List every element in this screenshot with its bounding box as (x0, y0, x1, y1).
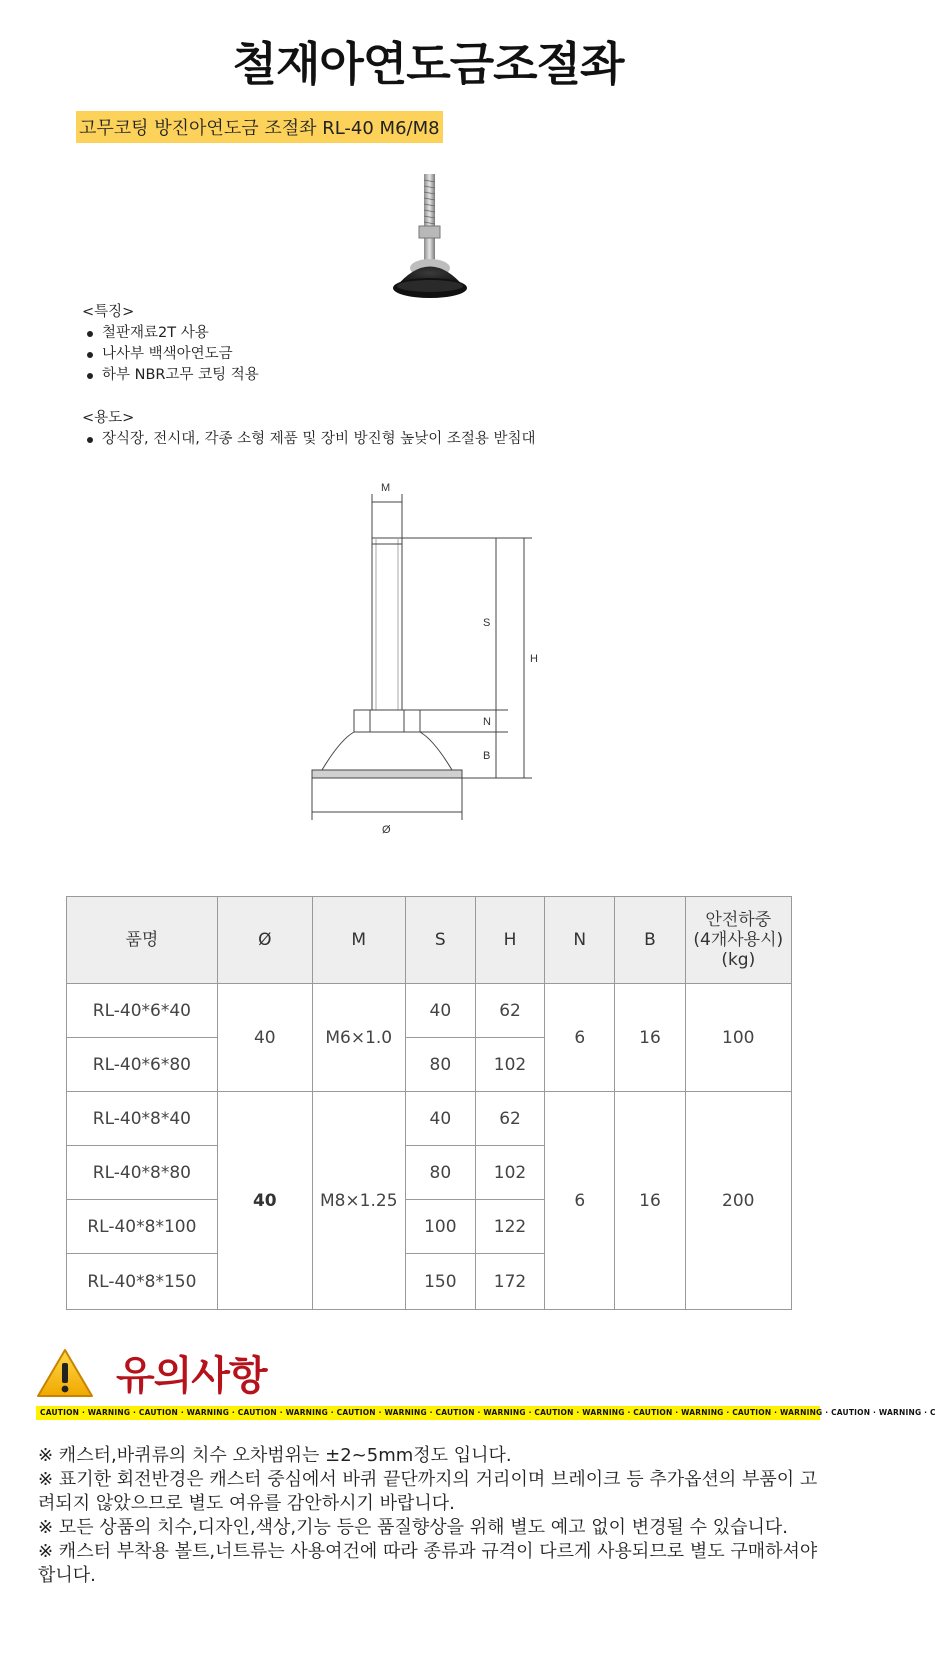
spec-table (66, 896, 792, 1310)
col-header: 안전하중 (4개사용시) (kg) (685, 897, 791, 984)
cell-h: 172 (475, 1254, 544, 1310)
col-header: M (312, 897, 405, 984)
warning-triangle-icon (36, 1347, 94, 1399)
cell-diameter: 40 (217, 1092, 312, 1310)
cell-load: 200 (685, 1092, 791, 1310)
col-header: Ø (217, 897, 312, 984)
cell-h: 62 (475, 984, 544, 1038)
cell-h: 62 (475, 1092, 544, 1146)
caution-tape (36, 1406, 936, 1420)
cell-name: RL-40*8*150 (67, 1254, 218, 1310)
dimension-drawing (310, 478, 570, 858)
cell-s: 40 (405, 1092, 475, 1146)
list-item: 장식장, 전시대, 각종 소형 제품 및 장비 방진형 높낮이 조절용 받침대 (82, 429, 536, 450)
cell-s: 80 (405, 1038, 475, 1092)
col-header: S (405, 897, 475, 984)
usage-heading: <용도> (82, 410, 135, 426)
label-b: B (483, 750, 491, 762)
cell-thread: M8×1.25 (312, 1092, 405, 1310)
cell-s: 80 (405, 1146, 475, 1200)
col-header: N (545, 897, 615, 984)
label-n: N (483, 716, 491, 728)
cell-name: RL-40*8*80 (67, 1146, 218, 1200)
cell-h: 122 (475, 1200, 544, 1254)
cell-s: 100 (405, 1200, 475, 1254)
cell-h: 102 (475, 1038, 544, 1092)
list-item: 철판재료2T 사용 (82, 323, 536, 344)
caution-tape-text: CAUTION · WARNING · CAUTION · WARNING · CAUTION · WARNING · CAUTION · WARNING · CAUTION · WARNING · CAUTION · WARNING · CAUTION · WARNING · CAUTION · WARNING · CAUTION · WARNING · C (40, 1408, 936, 1417)
usage-list (82, 429, 536, 450)
cell-b: 16 (615, 984, 685, 1092)
cell-b: 16 (615, 1092, 685, 1310)
cell-diameter: 40 (217, 984, 312, 1092)
page-title: 철재아연도금조절좌 (232, 37, 624, 91)
note-item: ※ 표기한 회전반경은 캐스터 중심에서 바퀴 끝단까지의 거리이며 브레이크 등 추가옵션의 부품이 고려되지 않았으므로 별도 여유를 감안하시기 바랍니다. (38, 1469, 818, 1514)
list-item: 나사부 백색아연도금 (82, 344, 536, 365)
features-heading: <특징> (82, 304, 135, 320)
note-item: ※ 모든 상품의 치수,디자인,색상,기능 등은 품질향상을 위해 별도 예고 없이 변경될 수 있습니다. (38, 1517, 788, 1538)
col-header: B (615, 897, 685, 984)
list-item: 하부 NBR고무 코팅 적용 (82, 365, 536, 386)
cell-thread: M6×1.0 (312, 984, 405, 1092)
table-row (67, 984, 792, 1038)
label-s: S (483, 617, 491, 629)
cell-name: RL-40*6*40 (67, 984, 218, 1038)
note-item: ※ 캐스터 부착용 볼트,너트류는 사용여건에 따라 종류과 규격이 다르게 사용되므로 별도 구매하셔야 합니다. (38, 1541, 818, 1586)
caution-title: 유의사항 (116, 1353, 267, 1399)
cell-n: 6 (545, 984, 615, 1092)
product-photo (375, 170, 485, 320)
label-h: H (530, 653, 538, 665)
cell-h: 102 (475, 1146, 544, 1200)
table-header-row (67, 897, 792, 984)
features-section (82, 302, 536, 450)
col-header: H (475, 897, 544, 984)
cell-name: RL-40*8*100 (67, 1200, 218, 1254)
label-diameter: Ø (382, 824, 391, 836)
features-list (82, 323, 536, 386)
note-item: ※ 캐스터,바퀴류의 치수 오차범위는 ±2~5mm정도 입니다. (38, 1445, 512, 1466)
cell-load: 100 (685, 984, 791, 1092)
cell-n: 6 (545, 1092, 615, 1310)
label-m: M (381, 482, 391, 494)
cell-s: 150 (405, 1254, 475, 1310)
caution-notes (38, 1444, 818, 1588)
caution-header (36, 1344, 267, 1401)
table-row (67, 1092, 792, 1146)
col-header: 품명 (67, 897, 218, 984)
cell-s: 40 (405, 984, 475, 1038)
cell-name: RL-40*8*40 (67, 1092, 218, 1146)
cell-name: RL-40*6*80 (67, 1038, 218, 1092)
product-subtitle: 고무코팅 방진아연도금 조절좌 RL-40 M6/M8 (76, 111, 443, 143)
